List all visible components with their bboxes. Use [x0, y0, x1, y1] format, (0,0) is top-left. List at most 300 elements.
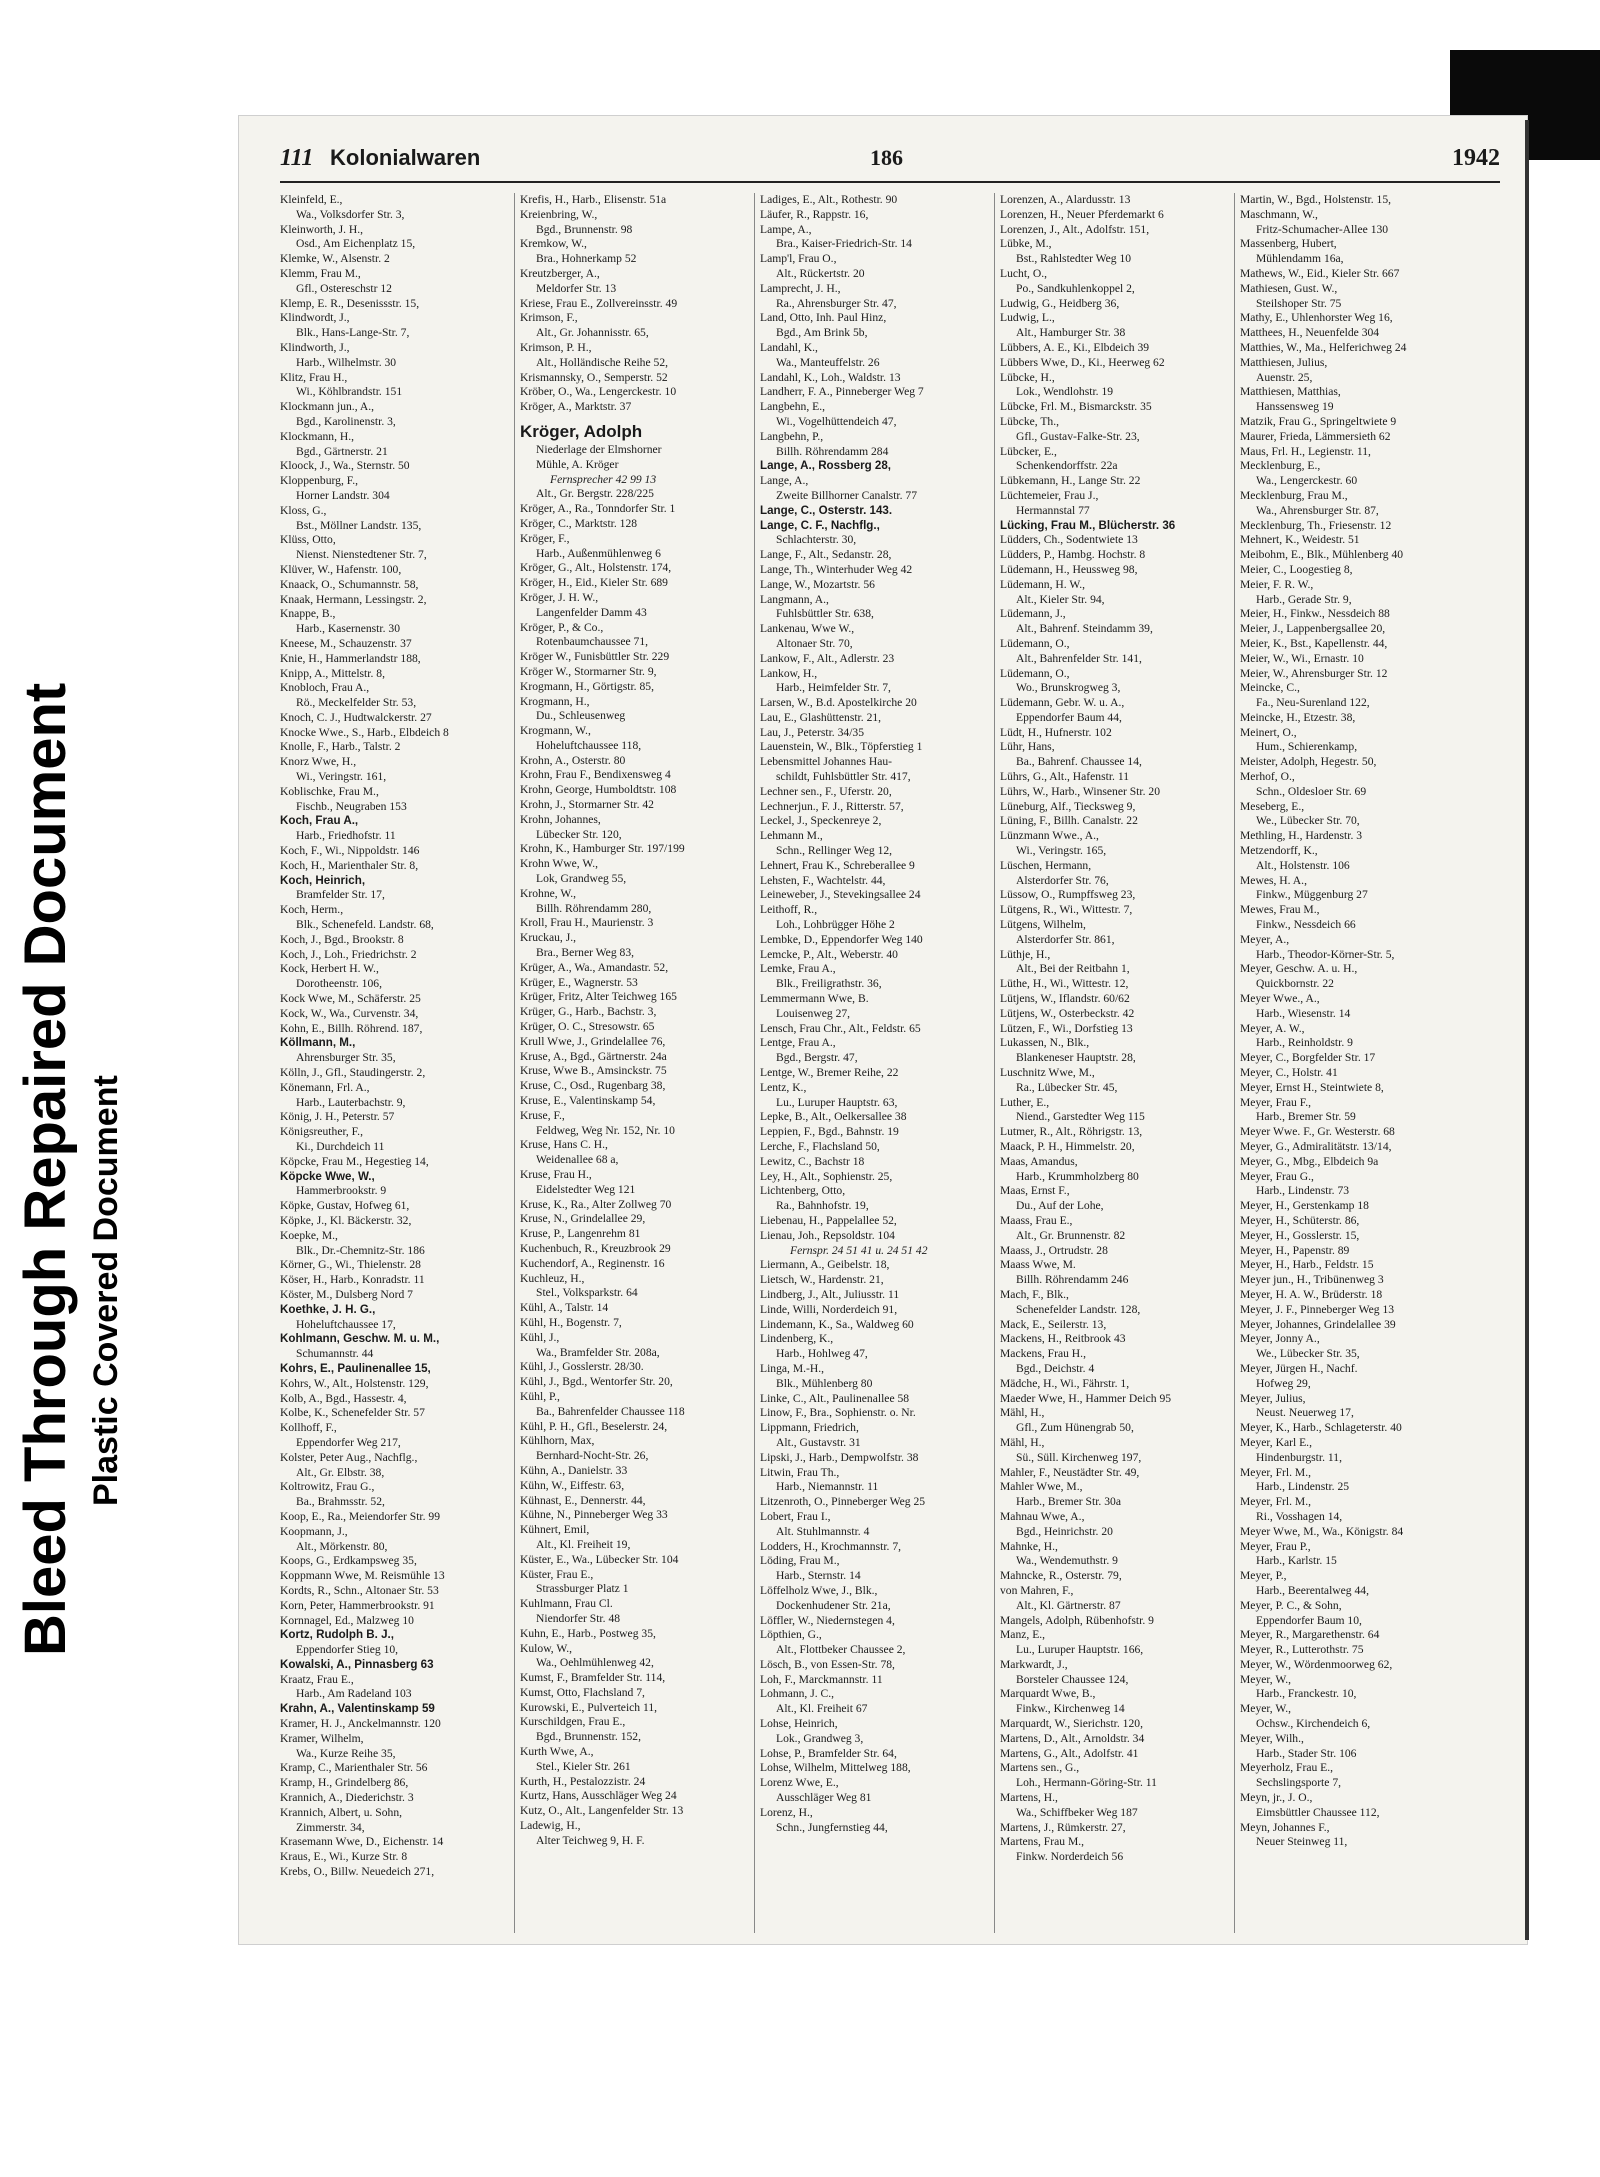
directory-entry: Wi., Vogelhüttendeich 47,: [776, 414, 897, 428]
directory-entry: Lodders, H., Krochmannstr. 7,: [760, 1539, 902, 1553]
column-divider: [994, 193, 995, 1933]
directory-entry: Gfl., Gustav-Falke-Str. 23,: [1016, 429, 1140, 443]
directory-entry: Kröger, P., & Co.,: [520, 620, 604, 634]
directory-entry: Wa., Ahrensburger Str. 87,: [1256, 503, 1379, 517]
directory-entry: Lüdt, H., Hufnerstr. 102: [1000, 725, 1112, 739]
column-3: [760, 193, 988, 1835]
directory-entry: Metzendorff, K.,: [1240, 844, 1318, 858]
directory-entry: Schn., Rellinger Weg 12,: [776, 844, 893, 858]
directory-entry: Harb., Lauterbachstr. 9,: [296, 1095, 406, 1109]
directory-entry: Knoch, C. J., Hudtwalckerstr. 27: [280, 710, 432, 724]
directory-entry: Mahnke, H.,: [1000, 1539, 1058, 1553]
directory-entry: Maeder Wwe, H., Hammer Deich 95: [1000, 1391, 1172, 1405]
directory-entry: Linde, Willi, Norderdeich 91,: [760, 1302, 898, 1316]
directory-entry: Meier, J., Lappenbergsallee 20,: [1240, 622, 1386, 636]
directory-entry: Lichtenberg, Otto,: [760, 1184, 846, 1198]
directory-entry: Königsreuther, F.,: [280, 1125, 363, 1139]
directory-entry: Schn., Oldesloer Str. 69: [1256, 784, 1367, 798]
scan-top-margin: [0, 0, 1600, 60]
directory-entry: Alt., Gr. Brunnenstr. 82: [1016, 1228, 1126, 1242]
directory-entry: Krefis, H., Harb., Elisenstr. 51a: [520, 193, 667, 206]
directory-entry: Martens sen., G.,: [1000, 1761, 1080, 1775]
directory-entry: Martin, W., Bgd., Holstenstr. 15,: [1240, 193, 1392, 206]
directory-entry: Weidenallee 68 a,: [536, 1153, 619, 1167]
directory-entry: Eppendorfer Weg 217,: [296, 1435, 401, 1449]
directory-entry: Lange, A.,: [760, 474, 809, 488]
directory-entry: Alter Teichweg 9, H. F.: [536, 1833, 645, 1847]
directory-entry: Krannich, A., Diederichstr. 3: [280, 1791, 414, 1805]
directory-entry: Ki., Durchdeich 11: [296, 1140, 385, 1153]
directory-entry: Mahncke, R., Osterstr. 79,: [1000, 1569, 1122, 1583]
directory-entry: Könemann, Frl. A.,: [280, 1080, 370, 1094]
directory-entry: Meyer Wwe., A.,: [1240, 992, 1320, 1006]
directory-entry: Lübcke, H.,: [1000, 370, 1055, 384]
directory-entry: Lüthe, H., Wi., Wittestr. 12,: [1000, 977, 1129, 991]
directory-entry: Bra., Hohnerkamp 52: [536, 252, 637, 266]
directory-entry: Kraatz, Frau E.,: [280, 1672, 354, 1686]
directory-entry: Lübcke, Frl. M., Bismarckstr. 35: [1000, 400, 1152, 414]
directory-entry: Schenefelder Landstr. 128,: [1016, 1302, 1141, 1316]
directory-entry: Maas, Ernst F.,: [1000, 1184, 1070, 1198]
directory-entry: Kühl, P.,: [520, 1389, 560, 1403]
directory-entry: Meyer, Karl E.,: [1240, 1435, 1312, 1449]
directory-entry: Lütgens, R., Wi., Wittestr. 7,: [1000, 903, 1133, 917]
directory-entry: Meister, Adolph, Hegestr. 50,: [1240, 755, 1377, 769]
directory-entry: Meinert, O.,: [1240, 725, 1297, 739]
directory-entry: Köpcke Wwe, W.,: [280, 1169, 375, 1183]
directory-entry: Auenstr. 25,: [1256, 370, 1313, 384]
column-divider: [754, 193, 755, 1933]
directory-entry: von Mahren, F.,: [1000, 1583, 1074, 1597]
directory-entry: Meyer, A.,: [1240, 932, 1290, 946]
directory-entry: Blk., Dr.-Chemnitz-Str. 186: [296, 1243, 425, 1257]
directory-entry: Alt., Mörkenstr. 80,: [296, 1539, 388, 1553]
directory-entry: Gfl., Zum Hünengrab 50,: [1016, 1421, 1134, 1435]
directory-entry: Alt. Stuhlmannstr. 4: [776, 1524, 870, 1538]
directory-entry: Sechslingsporte 7,: [1256, 1776, 1342, 1790]
directory-entry: Lerche, F., Flachsland 50,: [760, 1140, 880, 1153]
directory-entry: Loh., Lohbrügger Höhe 2: [776, 918, 895, 932]
directory-entry: Meyer, H., Schüterstr. 86,: [1240, 1213, 1360, 1227]
directory-entry: Langenfelder Damm 43: [536, 605, 647, 619]
directory-entry: Krebs, O., Billw. Neuedeich 271,: [280, 1865, 435, 1879]
directory-entry: Meyer, P.,: [1240, 1569, 1287, 1583]
directory-entry: Leithoff, R.,: [760, 903, 818, 917]
directory-entry: Wa., Wendemuthstr. 9: [1016, 1554, 1118, 1568]
directory-entry: Lohmann, J. C.,: [760, 1687, 835, 1701]
directory-entry: Lübbers, A. E., Ki., Elbdeich 39: [1000, 340, 1150, 354]
directory-entry: Lohse, Wilhelm, Mittelweg 188,: [760, 1761, 911, 1775]
directory-entry: Alsterdorfer Str. 861,: [1016, 932, 1115, 946]
directory-entry: Ba., Bahrenf. Chaussee 14,: [1016, 755, 1142, 769]
directory-entry: Klemm, Frau M.,: [280, 266, 361, 280]
directory-entry: Mathy, E., Uhlenhorster Weg 16,: [1240, 311, 1393, 325]
directory-entry: Krohn Wwe, W.,: [520, 857, 599, 871]
directory-entry: Kohlmann, Geschw. M. u. M.,: [280, 1332, 440, 1346]
directory-entry: Sü., Süll. Kirchenweg 197,: [1016, 1450, 1142, 1464]
directory-entry: Lohse, P., Bramfelder Str. 64,: [760, 1746, 897, 1760]
directory-entry: Meyer, Frl. M.,: [1240, 1495, 1312, 1509]
directory-entry: Kloss, G.,: [280, 503, 327, 517]
directory-entry: Krahn, A., Valentinskamp 59: [280, 1702, 435, 1716]
directory-entry: Martens, Frau M.,: [1000, 1835, 1085, 1849]
directory-entry: Du., Schleusenweg: [536, 709, 626, 723]
directory-entry: Meier, F. R. W.,: [1240, 577, 1314, 591]
directory-entry: Meyer, Geschw. A. u. H.,: [1240, 962, 1358, 976]
directory-entry: Lüdemann, J.,: [1000, 607, 1066, 621]
directory-entry: Lübke, M.,: [1000, 237, 1052, 251]
directory-entry: Martens, D., Alt., Arnoldstr. 34: [1000, 1731, 1145, 1745]
directory-entry: Krohn, George, Humboldtstr. 108: [520, 783, 677, 797]
directory-entry: Meyer, H., Gosslerstr. 15,: [1240, 1228, 1360, 1242]
directory-entry: Lu., Luruper Hauptstr. 63,: [776, 1095, 898, 1109]
directory-entry: Fischb., Neugraben 153: [296, 799, 407, 813]
directory-entry: Mecklenburg, Th., Friesenstr. 12: [1240, 518, 1392, 532]
directory-entry: Meyer, Julius,: [1240, 1391, 1306, 1405]
directory-entry: Niend., Garstedter Weg 115: [1016, 1110, 1145, 1124]
directory-entry: Dockenhudener Str. 21a,: [776, 1598, 891, 1612]
directory-entry: Koppmann Wwe, M. Reismühle 13: [280, 1569, 445, 1583]
directory-entry: Maas, Amandus,: [1000, 1154, 1078, 1168]
directory-entry: Lütjens, W., Iflandstr. 60/62: [1000, 992, 1130, 1006]
directory-entry: Kleinfeld, E.,: [280, 193, 343, 206]
directory-entry: Stel., Volksparkstr. 64: [536, 1286, 638, 1300]
directory-entry: Klüver, W., Hafenstr. 100,: [280, 562, 402, 576]
directory-entry: Alt., Kl. Gärtnerstr. 87: [1016, 1598, 1121, 1612]
directory-entry: Nienst. Nienstedtener Str. 7,: [296, 548, 427, 562]
directory-entry: Köser, H., Harb., Konradstr. 11: [280, 1273, 425, 1287]
directory-entry: We., Lübecker Str. 70,: [1256, 814, 1360, 828]
directory-entry: Knolle, F., Harb., Talstr. 2: [280, 740, 401, 754]
directory-entry: Alt., Bei der Reitbahn 1,: [1016, 962, 1130, 976]
directory-entry: Kumst, F., Bramfelder Str. 114,: [520, 1671, 666, 1685]
directory-entry: Lienau, Joh., Repsoldstr. 104: [760, 1228, 895, 1242]
directory-entry: Strassburger Platz 1: [536, 1582, 629, 1596]
directory-entry: Krannich, Albert, u. Sohn,: [280, 1805, 403, 1819]
directory-entry: Eidelstedter Weg 121: [536, 1182, 636, 1196]
directory-entry: Krimson, P. H.,: [520, 340, 592, 354]
directory-entry: Klitz, Frau H.,: [280, 370, 348, 384]
directory-entry: Harb., Hohlweg 47,: [776, 1347, 868, 1361]
directory-entry: Niendorfer Str. 48: [536, 1611, 621, 1625]
directory-entry: Mecklenburg, Frau M.,: [1240, 488, 1348, 502]
directory-entry: Kröger W., Stormarner Str. 9,: [520, 664, 657, 678]
section-title: Kolonialwaren: [330, 145, 481, 170]
directory-entry: Krimson, F.,: [520, 311, 578, 325]
directory-entry: Knie, H., Hammerlandstr 188,: [280, 651, 421, 665]
directory-entry: Mahler Wwe, M.,: [1000, 1480, 1083, 1494]
directory-entry: Knaack, O., Schumannstr. 58,: [280, 577, 419, 591]
directory-entry: Meyn, Johannes F.,: [1240, 1820, 1330, 1834]
directory-entry: Mach, F., Blk.,: [1000, 1287, 1069, 1301]
directory-entry: Meier, C., Loogestieg 8,: [1240, 562, 1353, 576]
directory-entry: Kuhn, E., Harb., Postweg 35,: [520, 1626, 656, 1640]
directory-entry: Harb., Theodor-Körner-Str. 5,: [1256, 947, 1395, 961]
directory-entry: Meyer, Jürgen H., Nachf.: [1240, 1361, 1358, 1375]
directory-entry: Knappe, B.,: [280, 607, 336, 621]
directory-entry: Lankow, F., Alt., Adlerstr. 23: [760, 651, 895, 665]
directory-entry: Klemke, W., Alsenstr. 2: [280, 252, 390, 266]
directory-entry: Lietsch, W., Hardenstr. 21,: [760, 1273, 884, 1287]
directory-entry: Hoheluftchaussee 17,: [296, 1317, 396, 1331]
directory-entry: Lange, F., Alt., Sedanstr. 28,: [760, 548, 892, 562]
directory-entry: Kumst, Otto, Flachsland 7,: [520, 1685, 645, 1699]
directory-entry: Litzenroth, O., Pinneberger Weg 25: [760, 1495, 926, 1509]
directory-entry: Lützen, F., Wi., Dorfstieg 13: [1000, 1021, 1133, 1035]
directory-entry: Lauenstein, W., Blk., Töpferstieg 1: [760, 740, 923, 754]
directory-entry: Ludwig, G., Heidberg 36,: [1000, 296, 1120, 310]
directory-entry: Bst., Möllner Landstr. 135,: [296, 518, 422, 532]
directory-entry: Zimmerstr. 34,: [296, 1820, 365, 1834]
directory-entry: Lösch, B., von Essen-Str. 78,: [760, 1657, 895, 1671]
directory-entry: Ra., Bahnhofstr. 19,: [776, 1199, 869, 1213]
directory-entry: Fernspr. 24 51 41 u. 24 51 42: [790, 1243, 928, 1257]
directory-entry: Koch, F., Wi., Nippoldstr. 146: [280, 844, 420, 858]
directory-entry: Lewitz, C., Bachstr 18: [760, 1154, 865, 1168]
directory-entry: Mewes, H. A.,: [1240, 873, 1307, 887]
directory-entry: Kruse, P., Langenrehm 81: [520, 1227, 641, 1241]
directory-entry: Lorenz, H.,: [760, 1805, 813, 1819]
directory-entry: Gfl., Ostereschstr 12: [296, 281, 392, 295]
directory-entry: Lüssow, O., Rumpffsweg 23,: [1000, 888, 1136, 902]
directory-entry: Kühnert, Emil,: [520, 1523, 590, 1537]
directory-entry: Maass Wwe, M.: [1000, 1258, 1076, 1272]
directory-entry: Harb., Gerade Str. 9,: [1256, 592, 1352, 606]
directory-entry: Bst., Rahlstedter Weg 10: [1016, 252, 1132, 266]
scan-edge-line: [1525, 120, 1529, 1940]
directory-entry: Landherr, F. A., Pinneberger Weg 7: [760, 385, 924, 399]
directory-entry: Kolb, A., Bgd., Hassestr. 4,: [280, 1391, 407, 1405]
directory-entry: Lüneburg, Alf., Tiecksweg 9,: [1000, 799, 1136, 813]
directory-entry: Alsterdorfer Str. 76,: [1016, 873, 1109, 887]
directory-entry: Krohn, K., Hamburger Str. 197/199: [520, 842, 685, 856]
directory-entry: Meyer, Johannes, Grindelallee 39: [1240, 1317, 1396, 1331]
directory-entry: Meyer, R., Margarethenstr. 64: [1240, 1628, 1380, 1642]
directory-entry: Kurth Wwe, A.,: [520, 1745, 594, 1759]
directory-entry: Alt., Kl. Freiheit 67: [776, 1702, 868, 1716]
directory-entry: Krüger, Fritz, Alter Teichweg 165: [520, 990, 677, 1004]
directory-entry: Koepke, M.,: [280, 1228, 338, 1242]
directory-entry: Harb., Niemannstr. 11: [776, 1480, 879, 1494]
directory-entry: Kloock, J., Wa., Sternstr. 50: [280, 459, 410, 473]
section-number: 111: [280, 145, 314, 171]
directory-entry: Lamp'l, Frau O.,: [760, 252, 837, 266]
directory-entry: Bgd., Bergstr. 47,: [776, 1051, 858, 1065]
directory-entry: Fuhlsbüttler Str. 638,: [776, 607, 874, 621]
directory-entry: Bgd., Karolinenstr. 3,: [296, 414, 396, 428]
directory-entry: Wa., Manteuffelstr. 26: [776, 355, 880, 369]
directory-entry: Meier, W., Wi., Ernastr. 10: [1240, 651, 1364, 665]
directory-entry: Eppendorfer Baum 10,: [1256, 1613, 1362, 1627]
directory-entry: Meyerholz, Frau E.,: [1240, 1761, 1334, 1775]
directory-entry: Meyer, Jonny A.,: [1240, 1332, 1320, 1346]
directory-entry: Kortz, Rudolph B. J.,: [280, 1628, 394, 1642]
directory-entry: Klemp, E. R., Desenissstr. 15,: [280, 296, 420, 310]
directory-entry: Bgd., Brunnenstr. 98: [536, 222, 633, 236]
directory-entry: Ba., Bahrenfelder Chaussee 118: [536, 1404, 685, 1418]
directory-entry: Lange, Th., Winterhuder Weg 42: [760, 562, 913, 576]
directory-entry: Meier, W., Ahrensburger Str. 12: [1240, 666, 1388, 680]
directory-entry: Lange, C., Osterstr. 143.: [760, 503, 893, 517]
directory-entry: Lindemann, K., Sa., Waldweg 60: [760, 1317, 914, 1331]
directory-entry: Harb., Außenmühlenweg 6: [536, 546, 661, 560]
directory-entry: Lorenz Wwe, E.,: [760, 1776, 839, 1790]
directory-entry: Meyer, Frl. M.,: [1240, 1465, 1312, 1479]
directory-entry: Meyer, W., Wördenmoorweg 62,: [1240, 1657, 1393, 1671]
directory-entry: Kroll, Frau H., Maurienstr. 3: [520, 916, 654, 930]
page-header: [280, 145, 1500, 179]
directory-entry: Alt., Holländische Reihe 52,: [536, 355, 669, 369]
directory-entry: Meier, K., Bst., Kapellenstr. 44,: [1240, 636, 1388, 650]
directory-entry: Bgd., Brunnenstr. 152,: [536, 1730, 641, 1744]
directory-entry: Bgd., Deichstr. 4: [1016, 1361, 1095, 1375]
directory-entry: Du., Auf der Lohe,: [1016, 1199, 1104, 1213]
directory-entry: Küster, E., Wa., Lübecker Str. 104: [520, 1552, 679, 1566]
column-5: [1240, 193, 1468, 1850]
directory-entry: Harb., Lindenstr. 73: [1256, 1184, 1350, 1198]
directory-entry: Niederlage der Elmshorner: [536, 442, 662, 456]
directory-entry: Meyer, R., Lutterothstr. 75: [1240, 1643, 1364, 1657]
directory-entry: Markwardt, J.,: [1000, 1657, 1068, 1671]
directory-entry: Billh. Röhrendamm 246: [1016, 1273, 1129, 1287]
directory-entry: Lange, C. F., Nachflg.,: [760, 518, 880, 532]
directory-entry: Meyer jun., H., Tribünenweg 3: [1240, 1273, 1384, 1287]
directory-entry: Kruse, E., Valentinskamp 54,: [520, 1094, 656, 1108]
directory-entry: Kolbe, K., Schenefelder Str. 57: [280, 1406, 425, 1420]
directory-entry: Kohn, E., Billh. Röhrend. 187,: [280, 1021, 423, 1035]
directory-entry: Meyer, G., Admiralitätstr. 13/14,: [1240, 1140, 1392, 1153]
directory-entry: Kröger, J. H. W.,: [520, 590, 599, 604]
directory-entry: Knipp, A., Mittelstr. 8,: [280, 666, 385, 680]
directory-entry: Bgd., Heinrichstr. 20: [1016, 1524, 1113, 1538]
directory-entry: Billh. Röhrendamm 284: [776, 444, 889, 458]
directory-entry: Meyer, G., Mbg., Elbdeich 9a: [1240, 1154, 1379, 1168]
directory-entry: Kordts, R., Schn., Altonaer Str. 53: [280, 1583, 439, 1597]
directory-entry: Lindenberg, K.,: [760, 1332, 834, 1346]
directory-entry: Klindwordt, J.,: [280, 311, 350, 325]
directory-entry: Osd., Am Eichenplatz 15,: [296, 237, 416, 251]
directory-entry: Koch, J., Bgd., Brookstr. 8: [280, 932, 404, 946]
directory-entry: Kraus, E., Wi., Kurze Str. 8: [280, 1850, 408, 1864]
directory-entry: Maschmann, W.,: [1240, 207, 1318, 221]
directory-entry: Mathews, W., Eid., Kieler Str. 667: [1240, 266, 1400, 280]
directory-entry: Kleinworth, J. H.,: [280, 222, 364, 236]
directory-entry: Klüss, Otto,: [280, 533, 336, 547]
directory-entry: Lok, Grandweg 55,: [536, 872, 627, 886]
directory-entry: Kreutzberger, A.,: [520, 266, 600, 280]
plastic-covered-label: Plastic Covered Document: [87, 1075, 125, 1506]
directory-entry: Harb., Lindenstr. 25: [1256, 1480, 1350, 1494]
directory-entry: Lentz, K.,: [760, 1080, 807, 1094]
directory-entry: Meyer, H., Papenstr. 89: [1240, 1243, 1350, 1257]
directory-entry: Meyer, P. C., & Sohn,: [1240, 1598, 1342, 1612]
directory-entry: Harb., Beerentalweg 44,: [1256, 1583, 1369, 1597]
directory-entry: Ra., Ahrensburger Str. 47,: [776, 296, 897, 310]
directory-entry: König, J. H., Peterstr. 57: [280, 1110, 395, 1124]
directory-entry: Larsen, W., B.d. Apostelkirche 20: [760, 696, 917, 710]
directory-entry: Marquardt Wwe, B.,: [1000, 1687, 1096, 1701]
directory-entry: Kröber, O., Wa., Lengerckestr. 10: [520, 385, 677, 399]
column-4: [1000, 193, 1228, 1865]
directory-entry: Bramfelder Str. 17,: [296, 888, 385, 902]
directory-entry: Eimsbüttler Chaussee 112,: [1256, 1805, 1380, 1819]
directory-entry: Kloppenburg, F.,: [280, 474, 359, 488]
directory-entry: Krull Wwe, J., Grindelallee 76,: [520, 1034, 666, 1048]
directory-entry: Po., Sandkuhlenkoppel 2,: [1016, 281, 1135, 295]
directory-entry: Kock, W., Wa., Curvenstr. 34,: [280, 1006, 419, 1020]
directory-entry: Blankeneser Hauptstr. 28,: [1016, 1051, 1136, 1065]
directory-entry: Lucht, O.,: [1000, 266, 1048, 280]
directory-entry: Billh. Röhrendamm 280,: [536, 901, 652, 915]
directory-entry: Meyer, Wilh.,: [1240, 1731, 1304, 1745]
directory-entry: Kollhoff, F.,: [280, 1421, 337, 1435]
directory-entry: Kurth, H., Pestalozzistr. 24: [520, 1774, 646, 1788]
directory-entry: Lüdemann, H. W.,: [1000, 577, 1086, 591]
directory-entry: Kölln, J., Gfl., Staudingerstr. 2,: [280, 1066, 426, 1080]
directory-entry: Bra., Kaiser-Friedrich-Str. 14: [776, 237, 912, 251]
directory-entry: Lok., Grandweg 3,: [776, 1731, 864, 1745]
directory-entry: Köpke, J., Kl. Bäckerstr. 32,: [280, 1213, 412, 1227]
directory-entry: Lüdders, P., Hambg. Hochstr. 8: [1000, 548, 1146, 562]
directory-entry: Dorotheenstr. 106,: [296, 977, 382, 991]
column-2: [520, 193, 748, 1849]
directory-entry: Kruse, C., Osd., Rugenbarg 38,: [520, 1079, 666, 1093]
directory-entry: Kröger W., Funisbüttler Str. 229: [520, 650, 670, 664]
directory-entry: Mack, E., Seilerstr. 13,: [1000, 1317, 1107, 1331]
directory-entry: Lüdemann, O.,: [1000, 666, 1070, 680]
directory-entry: Wa., Bramfelder Str. 208a,: [536, 1345, 660, 1359]
directory-entry: Harb., Am Radeland 103: [296, 1687, 412, 1701]
directory-entry: Wi., Veringstr. 165,: [1016, 844, 1107, 858]
directory-entry: Kruse, N., Grindelallee 29,: [520, 1212, 646, 1226]
directory-entry: Lau, E., Glashüttenstr. 21,: [760, 710, 882, 724]
directory-entry: Schumannstr. 44: [296, 1347, 374, 1361]
directory-entry: Kuhlmann, Frau Cl.: [520, 1597, 613, 1611]
directory-entry: Körner, G., Wi., Thielenstr. 28: [280, 1258, 421, 1272]
directory-entry: Rotenbaumchaussee 71,: [536, 635, 649, 649]
directory-entry: Matthees, H., Neuenfelde 304: [1240, 326, 1380, 340]
directory-entry: Lemmermann Wwe, B.: [760, 992, 869, 1006]
directory-entry: Ludwig, L.,: [1000, 311, 1055, 325]
directory-entry: Wa., Oehlmühlenweg 42,: [536, 1656, 654, 1670]
directory-entry: Krismannsky, O., Semperstr. 52: [520, 370, 668, 384]
directory-entry: Koch, Frau A.,: [280, 814, 359, 828]
directory-entry: Lechnerjun., F. J., Ritterstr. 57,: [760, 799, 904, 813]
directory-entry: Bgd., Am Brink 5b,: [776, 326, 868, 340]
directory-entry: Krüger, A., Wa., Amandastr. 52,: [520, 960, 669, 974]
directory-entry: Kohrs, W., Alt., Holstenstr. 129,: [280, 1376, 429, 1390]
directory-entry: Leckel, J., Speckenreye 2,: [760, 814, 882, 828]
directory-entry: Mecklenburg, E.,: [1240, 459, 1321, 473]
directory-entry: Kühn, A., Danielstr. 33: [520, 1463, 628, 1477]
directory-entry: Lankow, H.,: [760, 666, 818, 680]
directory-entry: Krohn, J., Stormarner Str. 42: [520, 798, 654, 812]
directory-entry: Lübecker Str. 120,: [536, 827, 622, 841]
directory-entry: Kneese, M., Schauzenstr. 37: [280, 636, 412, 650]
directory-entry: Lohse, Heinrich,: [760, 1717, 838, 1731]
directory-entry: Kolster, Peter Aug., Nachflg.,: [280, 1450, 418, 1464]
directory-entry: Meyer, C., Holstr. 41: [1240, 1066, 1338, 1080]
directory-entry: Lütjens, W., Osterbeckstr. 42: [1000, 1006, 1135, 1020]
directory-entry: Meyer, A. W.,: [1240, 1021, 1305, 1035]
directory-entry: Fritz-Schumacher-Allee 130: [1256, 222, 1389, 236]
directory-entry: schildt, Fuhlsbüttler Str. 417,: [776, 770, 911, 784]
directory-entry: Lipski, J., Harb., Dempwolfstr. 38: [760, 1450, 919, 1464]
directory-entry: Neuer Steinweg 11,: [1256, 1835, 1348, 1849]
directory-entry: Maass, J., Ortrudstr. 28: [1000, 1243, 1108, 1257]
directory-entry: Lehnert, Frau K., Schreberallee 9: [760, 858, 915, 872]
directory-entry: Meyer, Frau P.,: [1240, 1539, 1311, 1553]
